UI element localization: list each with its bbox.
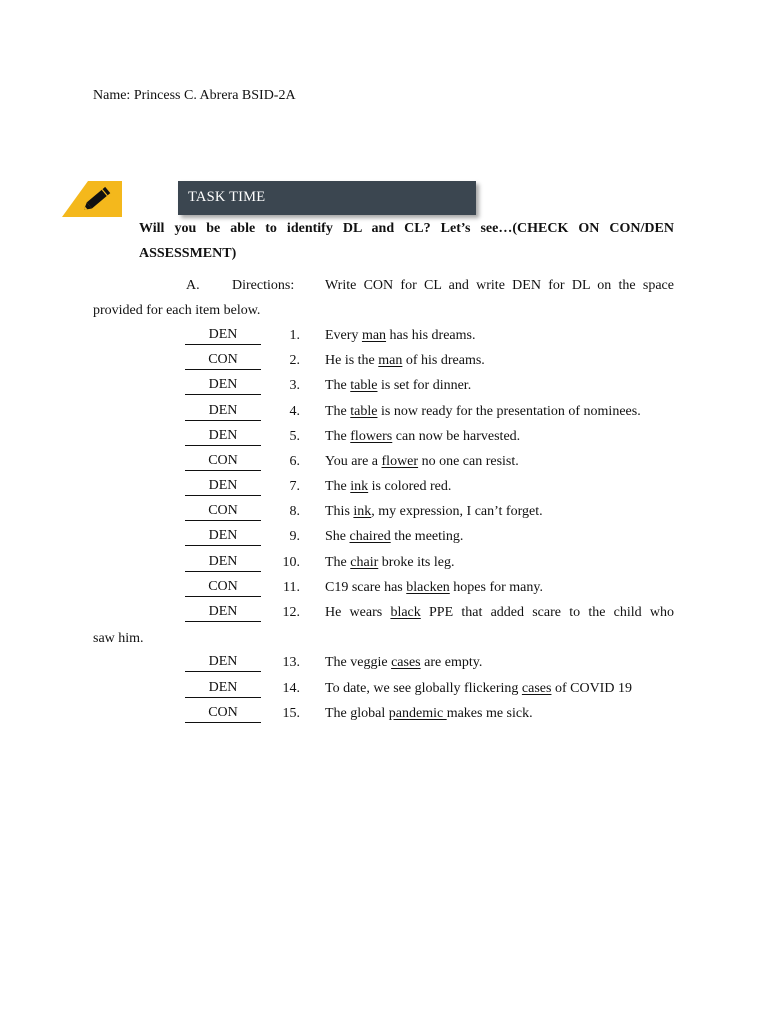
- item-number: 6.: [289, 454, 300, 469]
- answer-text: DEN: [208, 428, 238, 443]
- sentence-text: He is the: [325, 353, 379, 368]
- answer-blank: [185, 555, 261, 572]
- sentence-text: the meeting.: [390, 529, 464, 544]
- task-banner: [62, 181, 422, 217]
- sentence-text: has his dreams.: [386, 328, 476, 343]
- sentence-text: no one can resist.: [418, 454, 519, 469]
- underlined-word: ink: [353, 504, 372, 519]
- underlined-word: chair: [350, 555, 379, 570]
- answer-text: DEN: [208, 654, 238, 669]
- list-item: [0, 328, 768, 348]
- item-sentence: [325, 404, 675, 420]
- underlined-word: man: [378, 353, 403, 368]
- answer-blank: [185, 479, 261, 496]
- item-sentence: [325, 529, 675, 545]
- sentence-text: The: [325, 555, 351, 570]
- sentence-text: The: [325, 429, 351, 444]
- underlined-word: flower: [381, 454, 419, 469]
- answer-blank: [185, 454, 261, 471]
- sentence-text: , my expression, I can’t forget.: [371, 504, 543, 519]
- item-number: 2.: [289, 353, 300, 368]
- item-number: 12.: [282, 605, 300, 620]
- item-number: 3.: [289, 378, 300, 393]
- answer-blank: [185, 580, 261, 597]
- sentence-text: of his dreams.: [402, 353, 485, 368]
- underlined-word: chaired: [349, 529, 391, 544]
- answer-text: CON: [208, 503, 238, 518]
- answer-blank: [185, 353, 261, 370]
- item-sentence: [325, 580, 675, 596]
- list-item: [0, 580, 768, 600]
- answer-blank: [185, 378, 261, 395]
- list-item: [0, 404, 768, 424]
- sentence-text: PPE that added scare to the child who: [420, 605, 674, 620]
- answer-blank: [185, 681, 261, 698]
- answer-text: DEN: [208, 528, 238, 543]
- answer-text: DEN: [208, 478, 238, 493]
- item-number: 8.: [289, 504, 300, 519]
- answer-blank: [185, 429, 261, 446]
- item-sentence: [325, 655, 675, 671]
- sentence-text: is colored red.: [368, 479, 452, 494]
- answer-text: CON: [208, 705, 238, 720]
- underlined-word: man: [361, 328, 387, 343]
- list-item: [0, 555, 768, 575]
- sentence-text: makes me sick.: [446, 706, 533, 721]
- answer-blank: [185, 404, 261, 421]
- item-sentence-continued: saw him.: [93, 631, 144, 646]
- directions-letter: A.: [186, 278, 200, 293]
- item-number: 11.: [283, 580, 300, 595]
- answer-blank: [185, 706, 261, 723]
- item-sentence: [325, 479, 675, 495]
- item-sentence: [325, 605, 674, 621]
- answer-text: DEN: [208, 604, 238, 619]
- underlined-word: black: [390, 605, 421, 620]
- underlined-word: ink: [350, 479, 369, 494]
- answer-text: CON: [208, 453, 238, 468]
- item-sentence: [325, 328, 675, 344]
- item-sentence: [325, 454, 675, 470]
- underlined-word: table: [350, 378, 378, 393]
- list-item: [0, 706, 768, 726]
- item-sentence: [325, 378, 675, 394]
- underlined-word: cases: [521, 681, 552, 696]
- list-item: [0, 429, 768, 449]
- sentence-text: The: [325, 479, 351, 494]
- sentence-text: The veggie: [325, 655, 392, 670]
- item-sentence: [325, 706, 675, 722]
- answer-text: DEN: [208, 554, 238, 569]
- answer-text: DEN: [208, 377, 238, 392]
- item-number: 14.: [282, 681, 300, 696]
- item-number: 15.: [282, 706, 300, 721]
- list-item: [0, 378, 768, 398]
- list-item: [0, 504, 768, 524]
- pencil-icon: [78, 182, 116, 216]
- sentence-text: is set for dinner.: [377, 378, 472, 393]
- sentence-text: are empty.: [420, 655, 483, 670]
- item-sentence: [325, 555, 675, 571]
- sentence-text: of COVID 19: [551, 681, 632, 696]
- item-number: 13.: [282, 655, 300, 670]
- sentence-text: Every: [325, 328, 362, 343]
- answer-text: CON: [208, 579, 238, 594]
- list-item: [0, 681, 768, 701]
- question-heading: Will you be able to identify DL and CL? Let’s see…(CHECK ON CON/DEN ASSESSMENT): [139, 221, 674, 261]
- item-sentence: [325, 353, 675, 369]
- list-item: [0, 479, 768, 499]
- underlined-word: pandemic: [388, 706, 447, 721]
- list-item: [0, 655, 768, 675]
- item-sentence: [325, 681, 675, 697]
- sentence-text: broke its leg.: [378, 555, 455, 570]
- underlined-word: flowers: [350, 429, 393, 444]
- sentence-text: She: [325, 529, 350, 544]
- answer-blank: [185, 328, 261, 345]
- underlined-word: table: [350, 404, 378, 419]
- banner-title: TASK TIME: [188, 189, 266, 205]
- name-line: Name: Princess C. Abrera BSID-2A: [93, 88, 296, 103]
- banner-bar: [178, 181, 476, 215]
- answer-text: CON: [208, 352, 238, 367]
- answer-text: DEN: [208, 403, 238, 418]
- sentence-text: The: [325, 378, 351, 393]
- underlined-word: cases: [391, 655, 421, 670]
- directions-text-continued: provided for each item below.: [93, 303, 261, 318]
- answer-text: DEN: [208, 327, 238, 342]
- answer-blank: [185, 655, 261, 672]
- answer-blank: [185, 605, 261, 622]
- directions-text: Write CON for CL and write DEN for DL on the space: [325, 278, 674, 293]
- item-number: 9.: [289, 529, 300, 544]
- item-number: 10.: [282, 555, 300, 570]
- item-number: 5.: [289, 429, 300, 444]
- sentence-text: To date, we see globally flickering: [325, 681, 522, 696]
- answer-text: DEN: [208, 680, 238, 695]
- sentence-text: The: [325, 404, 351, 419]
- item-number: 4.: [289, 404, 300, 419]
- list-item: [0, 454, 768, 474]
- sentence-text: is now ready for the presentation of nominees.: [377, 404, 641, 419]
- sentence-text: He wears: [325, 605, 391, 620]
- sentence-text: This: [325, 504, 354, 519]
- item-sentence: [325, 429, 675, 445]
- answer-blank: [185, 529, 261, 546]
- sentence-text: The global: [325, 706, 389, 721]
- underlined-word: blacken: [406, 580, 450, 595]
- item-number: 7.: [289, 479, 300, 494]
- item-number: 1.: [289, 328, 300, 343]
- sentence-text: C19 scare has: [325, 580, 407, 595]
- sentence-text: You are a: [325, 454, 382, 469]
- directions-label: Directions:: [232, 278, 295, 293]
- list-item: [0, 605, 768, 625]
- list-item: [0, 529, 768, 549]
- sentence-text: hopes for many.: [449, 580, 543, 595]
- answer-blank: [185, 504, 261, 521]
- item-sentence: [325, 504, 675, 520]
- list-item: [0, 353, 768, 373]
- sentence-text: can now be harvested.: [392, 429, 521, 444]
